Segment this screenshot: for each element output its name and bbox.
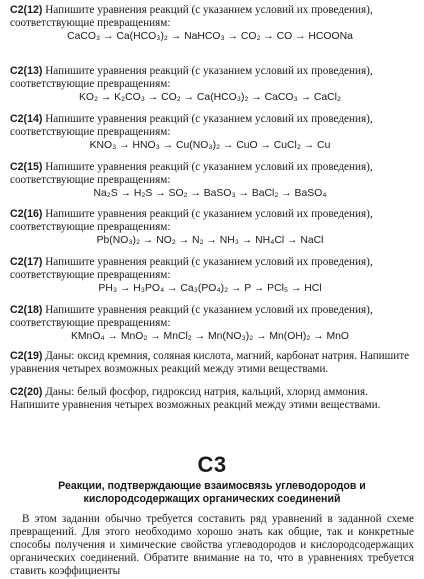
reaction-scheme: PH₃ → H₃PO₄ → Ca₃(PO₄)₂ → P → PCl₅ → HCl: [98, 282, 322, 294]
task-text: [10, 65, 410, 91]
reaction-scheme: Pb(NO₃)₂ → NO₂ → N₂ → NH₃ → NH₄Cl → NaCl: [96, 234, 324, 246]
task-item: [10, 4, 410, 43]
reaction-scheme: KMnO₄ → MnO₂ → MnCl₂ → Mn(NO₃)₂ → Mn(OH)₂ → MnO: [70, 330, 350, 342]
task-text: [10, 256, 410, 282]
task-text: [10, 113, 410, 139]
reaction-scheme: KNO₃ → HNO₃ → Cu(NO₃)₂ → CuO → CuCl₂ → Cu: [89, 139, 331, 151]
task-description: Напишите уравнения реакций (с указанием условий их проведения), соответствующие превращениям:: [10, 4, 373, 29]
task-description: Напишите уравнения реакций (с указанием условий их проведения), соответствующие превращениям:: [10, 65, 373, 90]
task-code: С2(20): [10, 386, 43, 398]
task-description: Напишите уравнения реакций (с указанием условий их проведения), соответствующие превращениям:: [10, 113, 373, 138]
task-item: [10, 350, 410, 376]
task-item: [10, 161, 410, 200]
task-text: [10, 4, 410, 30]
task-text: [10, 386, 410, 412]
section-subtitle: Реакции, подтверждающие взаимосвязь углеводородов и кислородсодержащих органических соединений: [58, 480, 366, 505]
task-code: С2(16): [10, 208, 43, 220]
task-text: [10, 304, 410, 330]
task-code: С2(18): [10, 304, 43, 316]
task-item: [10, 65, 410, 104]
task-description: Напишите уравнения реакций (с указанием условий их проведения), соответствующие превращениям:: [10, 208, 373, 233]
reaction-scheme: KO₂ → K₂CO₃ → CO₂ → Ca(HCO₃)₂ → CaCO₃ → CaCl₂: [78, 91, 342, 103]
task-code: С2(19): [10, 350, 43, 362]
task-item: [10, 304, 410, 343]
task-description: Напишите уравнения реакций (с указанием условий их проведения), соответствующие превращениям:: [10, 256, 373, 281]
task-item: [10, 386, 410, 412]
task-text: [10, 161, 410, 187]
task-item: [10, 256, 410, 295]
task-item: [10, 208, 410, 247]
reaction-scheme: CaCO₃ → Ca(HCO₃)₂ → NaHCO₃ → CO₂ → CO → HCOONa: [67, 30, 353, 42]
task-code: С2(14): [10, 113, 43, 125]
section-intro: В этом задании обычно требуется составить ряд уравнений в заданной схеме превращений. Для этого необходимо хорошо знать как общие, так и конкретные способы получения и химические свойства углеводородов и кислородсодержащих органических соединений. Обратите внимание на то, что в уравнениях требуется ставить коэффициенты: [10, 513, 414, 577]
task-description: Даны: белый фосфор, гидроксид натрия, кальций, хлорид аммония. Напишите уравнения четырех возможных реакций между этими веществами.: [10, 386, 381, 411]
task-description: Даны: оксид кремния, соляная кислота, магний, карбонат натрия. Напишите уравнения четырех возможных реакций между этими веществами.: [10, 350, 410, 375]
task-code: С2(17): [10, 256, 43, 268]
task-code: С2(15): [10, 161, 43, 173]
task-text: [10, 350, 410, 376]
task-code: С2(13): [10, 65, 43, 77]
task-item: [10, 113, 410, 152]
section-title: С3: [197, 452, 227, 477]
reaction-scheme: Na₂S → H₂S → SO₂ → BaSO₃ → BaCl₂ → BaSO₄: [93, 187, 327, 199]
task-description: Напишите уравнения реакций (с указанием условий их проведения), соответствующие превращениям:: [10, 161, 373, 186]
task-description: Напишите уравнения реакций (с указанием условий их проведения), соответствующие превращениям:: [10, 304, 373, 329]
task-code: С2(12): [10, 4, 43, 16]
task-text: [10, 208, 410, 234]
